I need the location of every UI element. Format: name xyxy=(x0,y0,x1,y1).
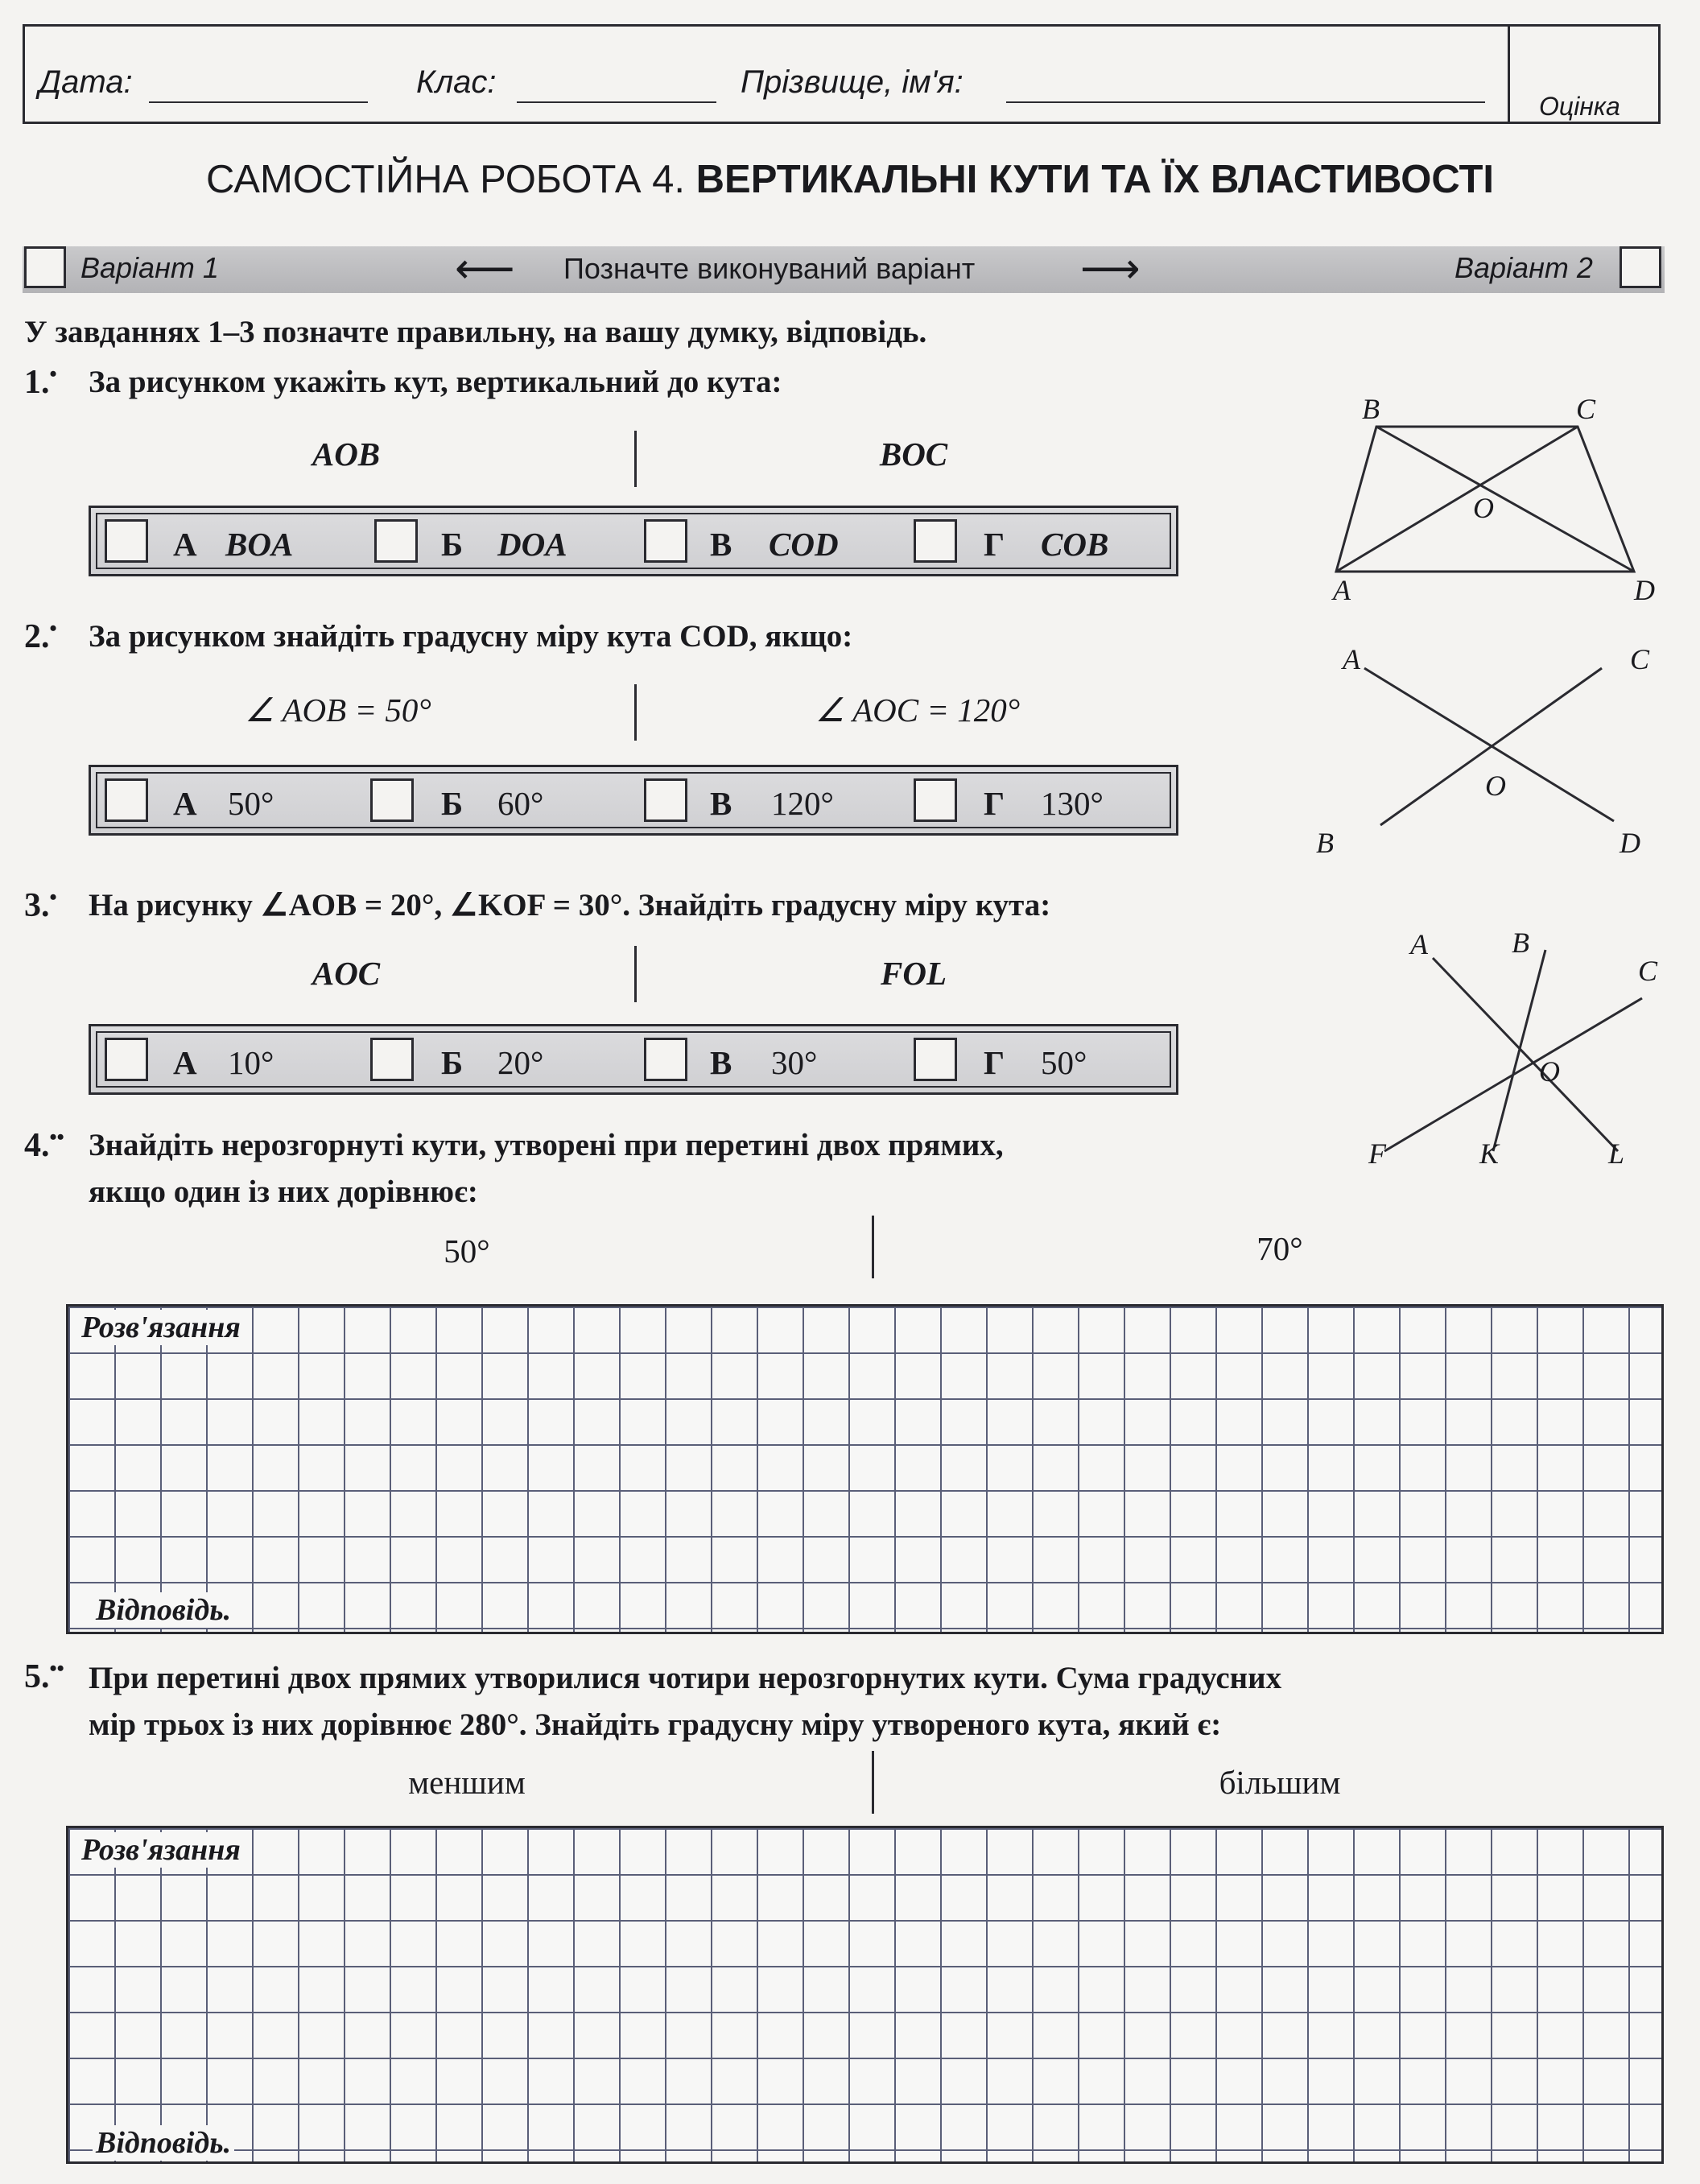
q1-option-d-checkbox[interactable] xyxy=(914,519,957,563)
q3-option-b-value: 20° xyxy=(497,1044,544,1081)
q4-divider xyxy=(872,1216,874,1278)
instructions: У завданнях 1–3 позначте правильну, на вашу думку, відповідь. xyxy=(24,315,927,349)
q3-option-b-checkbox[interactable] xyxy=(370,1038,414,1081)
q3-label-k: K xyxy=(1479,1137,1500,1170)
q2-label-c: C xyxy=(1630,643,1650,675)
q5-variant2-value: більшим xyxy=(1219,1764,1341,1801)
name-field[interactable] xyxy=(1006,101,1485,103)
q4-text-line2: якщо один із них дорівнює: xyxy=(89,1175,478,1209)
q1-label-b: B xyxy=(1362,393,1380,425)
q1-option-b-value: DOA xyxy=(497,526,567,563)
q2-option-c-value: 120° xyxy=(771,785,834,822)
arrow-right-icon: ⟶ xyxy=(1080,246,1141,292)
q3-variant2-value: FOL xyxy=(881,955,947,992)
q3-label-b: B xyxy=(1512,927,1529,959)
q2-option-c-checkbox[interactable] xyxy=(644,778,687,822)
q2-option-b-value: 60° xyxy=(497,785,544,822)
title-prefix: САМОСТІЙНА РОБОТА 4. xyxy=(205,158,685,201)
q1-diagonal-bd xyxy=(1376,427,1634,572)
q3-option-a-value: 10° xyxy=(228,1044,274,1081)
date-field[interactable] xyxy=(149,101,368,103)
q1-text: За рисунком укажіть кут, вертикальний до кута: xyxy=(89,365,782,399)
q1-option-d-value: COB xyxy=(1041,526,1109,563)
class-label: Клас: xyxy=(416,64,497,100)
q3-option-a-checkbox[interactable] xyxy=(105,1038,148,1081)
q2-option-b-checkbox[interactable] xyxy=(370,778,414,822)
q1-option-a-value: BOA xyxy=(225,526,294,563)
q3-label-f: F xyxy=(1368,1137,1386,1170)
q2-label-o: O xyxy=(1485,770,1506,802)
q3-option-c-checkbox[interactable] xyxy=(644,1038,687,1081)
q2-option-d-checkbox[interactable] xyxy=(914,778,957,822)
variant-1-checkbox[interactable] xyxy=(24,246,66,288)
q2-divider xyxy=(634,684,637,741)
date-label: Дата: xyxy=(39,64,133,100)
variant-bar-hint: Позначте виконуваний варіант xyxy=(563,252,976,285)
q2-variant1-value: ∠ AOB = 50° xyxy=(245,692,431,729)
q3-option-b-letter: Б xyxy=(441,1044,464,1081)
q2-option-c-letter: В xyxy=(710,785,732,822)
q3-divider xyxy=(634,946,637,1002)
q1-option-a-letter: А xyxy=(173,526,197,563)
q3-option-d-value: 50° xyxy=(1041,1044,1087,1081)
q5-solution-label: Розв'язання xyxy=(78,1832,244,1868)
q3-number: 3.• xyxy=(24,886,57,924)
variant-2-label: Варіант 2 xyxy=(1454,251,1593,284)
arrow-left-icon: ⟵ xyxy=(455,246,515,292)
class-field[interactable] xyxy=(517,101,716,103)
variant-2-checkbox[interactable] xyxy=(1620,246,1661,288)
title-main: ВЕРТИКАЛЬНІ КУТИ ТА ЇХ ВЛАСТИВОСТІ xyxy=(695,158,1495,201)
q5-solution-grid[interactable] xyxy=(66,1826,1664,2164)
q3-line-bk xyxy=(1493,950,1545,1151)
q3-option-c-value: 30° xyxy=(771,1044,818,1081)
q1-option-b-checkbox[interactable] xyxy=(374,519,418,563)
grade-label: Оцінка xyxy=(1539,92,1620,121)
q1-label-o: O xyxy=(1473,492,1494,524)
q2-option-d-value: 130° xyxy=(1041,785,1104,822)
variant-1-label: Варіант 1 xyxy=(80,251,219,284)
q4-number: 4.•• xyxy=(24,1125,64,1164)
q2-label-d: D xyxy=(1620,827,1640,859)
q1-option-d-letter: Г xyxy=(984,526,1005,563)
q3-line-cf xyxy=(1384,998,1642,1151)
q5-answer-label: Відповідь. xyxy=(93,2125,234,2161)
q4-answer-label: Відповідь. xyxy=(93,1592,234,1628)
q5-divider xyxy=(872,1751,874,1814)
q1-variant2-value: BOC xyxy=(879,436,948,473)
q3-option-c-letter: В xyxy=(710,1044,732,1081)
q5-text-line2: мір трьох із них дорівнює 280°. Знайдіть градусну міру утвореного кута, який є: xyxy=(89,1707,1222,1742)
q4-solution-grid[interactable] xyxy=(66,1304,1664,1634)
q4-text-line1: Знайдіть нерозгорнуті кути, утворені при перетині двох прямих, xyxy=(89,1128,1004,1162)
q3-option-d-checkbox[interactable] xyxy=(914,1038,957,1081)
q2-option-a-value: 50° xyxy=(228,785,274,822)
q3-label-l: L xyxy=(1608,1137,1625,1170)
q2-option-a-letter: А xyxy=(173,785,197,822)
q3-label-a: A xyxy=(1410,928,1428,960)
q5-variant1-value: меншим xyxy=(408,1764,526,1801)
q2-option-d-letter: Г xyxy=(984,785,1005,822)
q2-figure xyxy=(1320,636,1658,853)
q2-number: 2.• xyxy=(24,617,57,655)
q1-label-a: A xyxy=(1333,574,1351,606)
q4-variant2-value: 70° xyxy=(1256,1230,1303,1267)
q1-option-c-letter: В xyxy=(710,526,732,563)
q4-solution-label: Розв'язання xyxy=(78,1310,244,1345)
q3-option-a-letter: А xyxy=(173,1044,197,1081)
q3-label-c: C xyxy=(1638,955,1658,987)
name-label: Прізвище, ім'я: xyxy=(741,64,963,100)
q1-number: 1.• xyxy=(24,362,57,401)
q5-number: 5.•• xyxy=(24,1657,64,1695)
q2-variant2-value: ∠ AOC = 120° xyxy=(815,692,1021,729)
q1-option-a-checkbox[interactable] xyxy=(105,519,148,563)
q2-label-a: A xyxy=(1343,643,1360,675)
q1-label-d: D xyxy=(1634,574,1655,606)
q3-variant1-value: AOC xyxy=(312,955,381,992)
q1-option-b-letter: Б xyxy=(441,526,464,563)
q5-text-line1: При перетині двох прямих утворилися чотири нерозгорнутих кути. Сума градусних xyxy=(89,1661,1282,1695)
grade-field[interactable] xyxy=(1510,27,1658,99)
q3-text: На рисунку ∠AOB = 20°, ∠KOF = 30°. Знайдіть градусну міру кута: xyxy=(89,888,1051,923)
q2-text: За рисунком знайдіть градусну міру кута COD, якщо: xyxy=(89,619,853,654)
page-title xyxy=(0,157,1700,202)
q3-option-d-letter: Г xyxy=(984,1044,1005,1081)
q1-diagonal-ca xyxy=(1336,427,1578,572)
q1-variant1-value: AOB xyxy=(312,436,381,473)
q1-divider xyxy=(634,431,637,487)
q4-variant1-value: 50° xyxy=(444,1232,490,1270)
q2-option-a-checkbox[interactable] xyxy=(105,778,148,822)
q2-label-b: B xyxy=(1316,827,1334,859)
q1-label-c: C xyxy=(1576,393,1596,425)
q1-option-c-value: COD xyxy=(769,526,839,563)
q3-line-al xyxy=(1433,958,1618,1151)
q2-option-b-letter: Б xyxy=(441,785,464,822)
q1-option-c-checkbox[interactable] xyxy=(644,519,687,563)
q3-label-o: O xyxy=(1539,1055,1560,1088)
